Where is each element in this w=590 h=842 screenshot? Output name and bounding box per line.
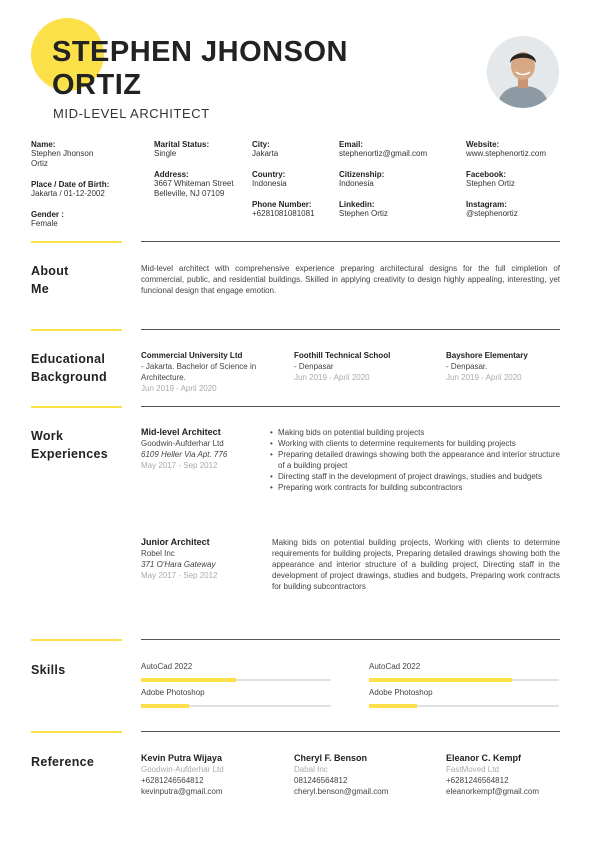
section-divider-yellow — [31, 639, 122, 641]
info-name: Name: Stephen Jhonson Ortiz — [31, 140, 94, 168]
skill-bar-fill — [141, 704, 189, 708]
reference-item: Eleanor C. Kempf FastMoved Ltd +6281246564812 eleanorkempf@gmail.com — [446, 753, 540, 796]
skill-label: Adobe Photoshop — [141, 688, 205, 697]
job-bullets — [266, 427, 560, 493]
section-heading-about: About Me — [31, 264, 69, 296]
section-divider-gray — [141, 329, 560, 330]
section-divider-yellow — [31, 406, 122, 408]
info-instagram: Instagram: @stephenortiz — [466, 200, 518, 218]
skill-bar-fill — [141, 678, 236, 682]
skill-bar — [369, 679, 559, 681]
section-divider-gray — [141, 639, 560, 640]
skill-bar-fill — [369, 678, 512, 682]
section-heading-skills: Skills — [31, 663, 66, 677]
info-linkedin: Linkedin: Stephen Ortiz — [339, 200, 388, 218]
job-title: MID-LEVEL ARCHITECT — [53, 106, 210, 121]
info-marital: Marital Status: Single — [154, 140, 210, 158]
info-country: Country: Indonesia — [252, 170, 287, 188]
info-website: Website: www.stephenortiz.com — [466, 140, 547, 158]
info-address: Address: 3667 Whiteman Street Belleville, NJ 07109 — [154, 170, 234, 198]
job-info: Mid-level Architect Goodwin-Aufderhar Ltd 6109 Heller Via Apt. 776 May 2017 - Sep 2012 — [141, 427, 228, 470]
skill-label: Adobe Photoshop — [369, 688, 433, 697]
info-citizenship: Citizenship: Indonesia — [339, 170, 385, 188]
skill-label: AutoCad 2022 — [369, 662, 421, 671]
education-item: Bayshore Elementary - Denpasar. Jun 2019 - April 2020 — [446, 351, 528, 382]
section-divider-gray — [141, 406, 560, 407]
education-item: Foothill Technical School - Denpasar Jun 2019 - April 2020 — [294, 351, 391, 382]
section-heading-work: Work Experiences — [31, 429, 108, 461]
skill-label: AutoCad 2022 — [141, 662, 193, 671]
section-heading-reference: Reference — [31, 755, 95, 769]
list-item: • Making bids on potential building projects — [272, 427, 560, 438]
list-item: • Preparing work contracts for building subcontractors — [272, 482, 560, 493]
reference-item: Kevin Putra Wijaya Goodwin-Aufderhar Ltd +6281246564812 kevinputra@gmail.com — [141, 753, 224, 796]
list-item: • Preparing detailed drawings showing both the appearance and interior structure of a building project — [272, 449, 560, 471]
list-item: • Directing staff in the development of project drawings, studies and budgets — [272, 471, 560, 482]
about-text: Mid-level architect with comprehensive experience preparing architectural designs for the full cimpletion of commercial, public, and residential buildings. Skilled in applying creativity to design highly appealing, interesting, yet funcional design that engage emotion. — [141, 264, 560, 295]
section-divider-yellow — [31, 241, 122, 243]
info-email: Email: stephenortiz@gmail.com — [339, 140, 428, 158]
section-divider-gray — [141, 731, 560, 732]
info-phone: Phone Number: +6281081081081 — [252, 200, 315, 218]
skill-bar — [141, 705, 331, 707]
resume-name: STEPHEN JHONSON ORTIZ — [52, 36, 348, 101]
profile-photo — [487, 36, 559, 108]
section-heading-education: Educational Background — [31, 352, 107, 384]
info-birth: Place / Date of Birth: Jakarta / 01-12-2002 — [31, 180, 110, 198]
section-divider-gray — [141, 241, 560, 242]
education-item: Commercial University Ltd - Jakarta. Bachelor of Science in Architecture. Jun 2019 - April 2020 — [141, 351, 257, 393]
skill-bar-fill — [369, 704, 417, 708]
info-facebook: Facebook: Stephen Ortiz — [466, 170, 515, 188]
reference-item: Cheryl F. Benson Dabal Inc 0812465648​12 cheryl.benson@gmail.com — [294, 753, 389, 796]
person-photo-icon — [487, 36, 559, 108]
skill-bar — [369, 705, 559, 707]
skill-bar — [141, 679, 331, 681]
section-divider-yellow — [31, 329, 122, 331]
info-gender: Gender : Female — [31, 210, 64, 228]
list-item: • Working with clients to determine requirements for building projects — [272, 438, 560, 449]
job-info: Junior Architect Robel Inc 371 O'Hara Gateway May 2017 - Sep 2012 — [141, 537, 218, 580]
info-city: City: Jakarta — [252, 140, 279, 158]
job-description: Making bids on potential building projects, Working with clients to determine requirements for building projects, Preparing detailed drawings showing both the appearance and interior structure of a building project, Directing staff in the development of project drawings, studies and budgets, Preparing work contracts for building subcontractors — [272, 538, 560, 591]
section-divider-yellow — [31, 731, 122, 733]
